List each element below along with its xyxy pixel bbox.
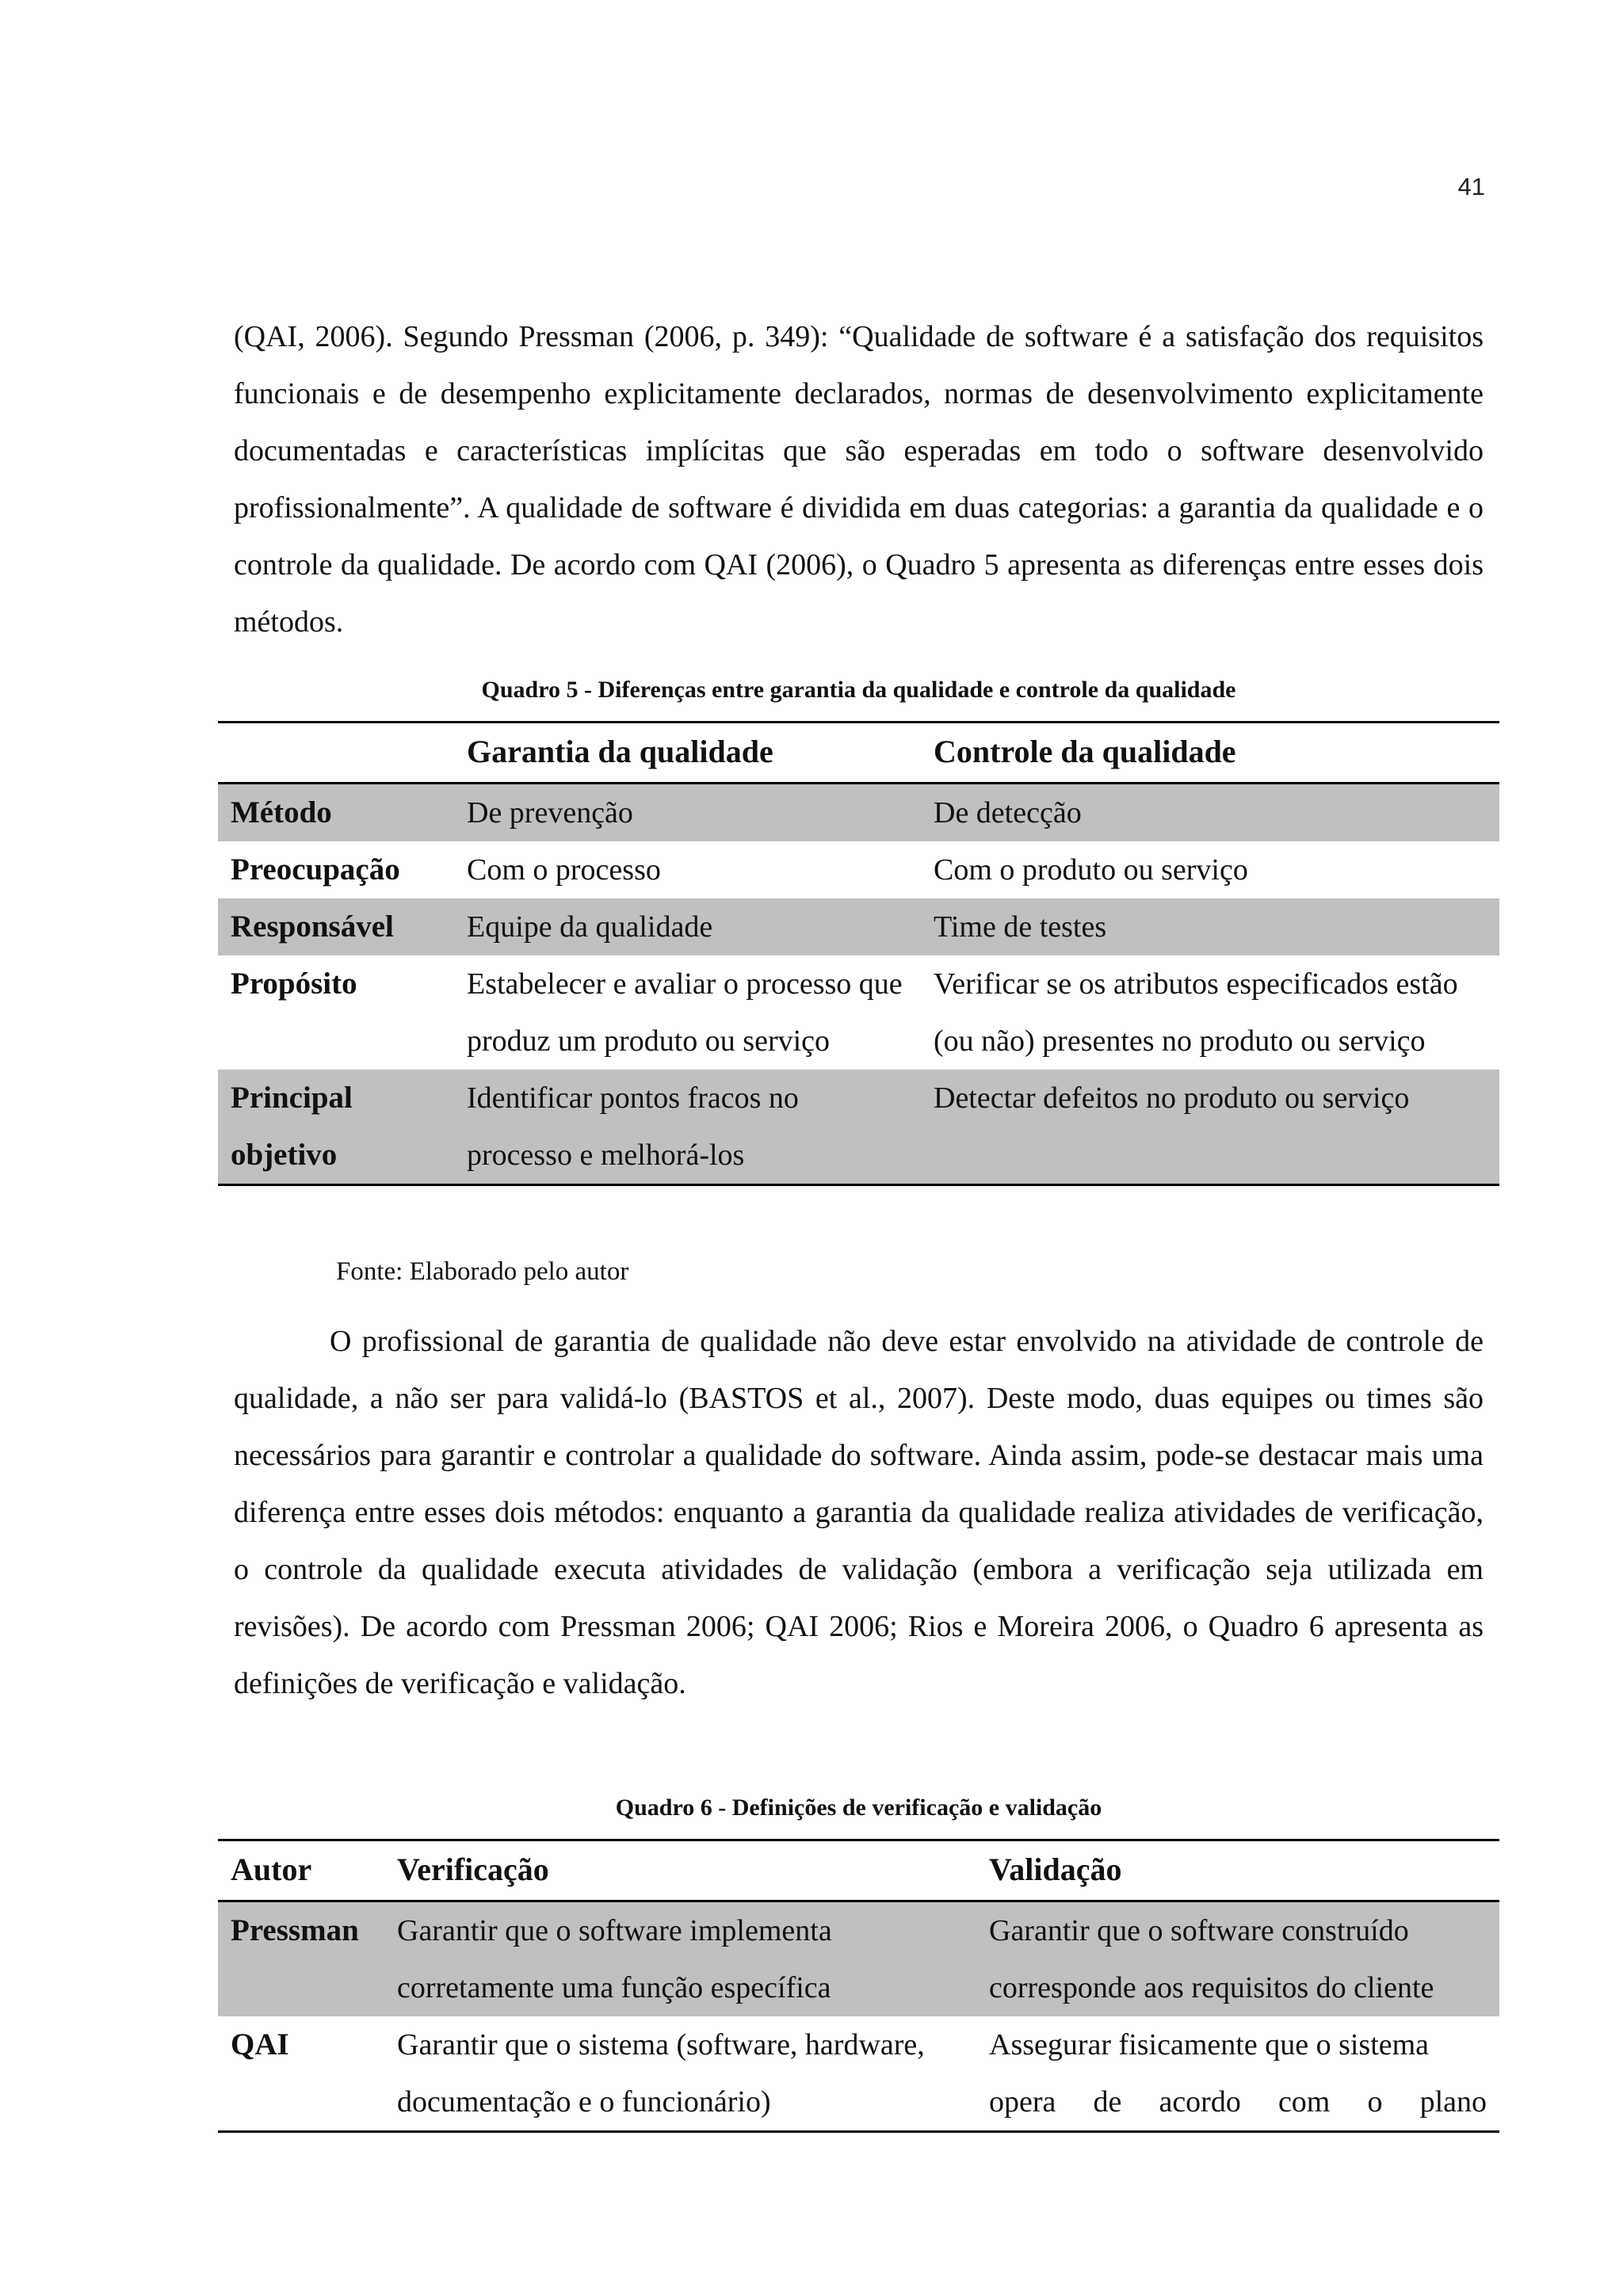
table-cell: Garantir que o sistema (software, hardware, documentação e o funcionário)	[384, 2016, 976, 2132]
table-row	[218, 955, 1499, 1070]
row-label: Propósito	[231, 967, 357, 1001]
table-header-row	[218, 723, 1499, 784]
quadro-5-caption: Quadro 5 - Diferenças entre garantia da qualidade e controle da qualidade	[481, 677, 1236, 703]
table-row	[218, 898, 1499, 955]
table-row	[218, 784, 1499, 842]
table-row	[218, 841, 1499, 898]
row-label: Principal objetivo	[218, 1070, 454, 1185]
table-cell: Assegurar fisicamente que o sistema opera de acordo com o plano	[976, 2016, 1499, 2132]
row-label: Responsável	[218, 898, 454, 955]
table-cell: Verificar se os atributos especificados estão (ou não) presentes no produto ou serviço	[934, 967, 1458, 1058]
table-row	[218, 1901, 1499, 2017]
table-cell: Garantir que o software implementa corretamente uma função específica	[384, 1901, 976, 2017]
row-label: Método	[218, 784, 454, 842]
table-cell: Com o processo	[467, 853, 661, 887]
table-cell: Estabelecer e avaliar o processo que produz um produto ou serviço	[467, 967, 903, 1058]
page-number: 41	[1457, 173, 1485, 200]
table-cell: Garantir que o software construído corresponde aos requisitos do cliente	[976, 1901, 1499, 2017]
header-cell: Garantia da qualidade	[454, 723, 921, 784]
row-label: Preocupação	[231, 852, 400, 887]
table-cell: De detecção	[921, 784, 1499, 842]
header-cell: Validação	[976, 1840, 1499, 1901]
paragraph-2-container	[234, 1313, 1484, 1712]
table-row	[218, 1070, 1499, 1185]
header-cell: Controle da qualidade	[921, 723, 1499, 784]
quadro-6-table	[218, 1839, 1499, 2133]
table-header-row	[218, 1840, 1499, 1901]
row-label: Pressman	[218, 1901, 384, 2017]
table-cell: Detectar defeitos no produto ou serviço	[921, 1070, 1499, 1185]
row-label: QAI	[218, 2016, 384, 2132]
quadro-6-caption: Quadro 6 - Definições de verificação e validação	[615, 1794, 1102, 1821]
header-cell: Verificação	[384, 1840, 976, 1901]
header-cell	[218, 723, 454, 784]
quadro-5-source: Fonte: Elaborado pelo autor	[336, 1257, 629, 1286]
paragraph-1-container	[234, 308, 1484, 650]
table-cell: De prevenção	[454, 784, 921, 842]
table-row	[218, 2016, 1499, 2132]
table-cell: Identificar pontos fracos no processo e melhorá-los	[454, 1070, 921, 1185]
header-cell: Autor	[218, 1840, 384, 1901]
table-cell: Equipe da qualidade	[454, 898, 921, 955]
paragraph-2: O profissional de garantia de qualidade não deve estar envolvido na atividade de controle de qualidade, a não ser para validá-lo (BASTOS et al., 2007). Deste modo, duas equipes ou times são necessários para garantir e controlar a qualidade do software. Ainda assim, pode-se destacar mais uma diferença entre esses dois métodos: enquanto a garantia da qualidade realiza atividades de verificação, o controle da qualidade executa atividades de validação (embora a verificação seja utilizada em revisões). De acordo com Pressman 2006; QAI 2006; Rios e Moreira 2006, o Quadro 6 apresenta as definições de verificação e validação.	[234, 1325, 1484, 1700]
paragraph-1: (QAI, 2006). Segundo Pressman (2006, p. 349): “Qualidade de software é a satisfação dos requisitos funcionais e de desempenho explicitamente declarados, normas de desenvolvimento explicitamente documentadas e características implícitas que são esperadas em todo o software desenvolvido profissionalmente”. A qualidade de software é dividida em duas categorias: a garantia da qualidade e o controle da qualidade. De acordo com QAI (2006), o Quadro 5 apresenta as diferenças entre esses dois métodos.	[234, 320, 1484, 639]
table-cell: Com o produto ou serviço	[934, 853, 1248, 887]
table-cell: Time de testes	[921, 898, 1499, 955]
quadro-5-table	[218, 721, 1499, 1186]
